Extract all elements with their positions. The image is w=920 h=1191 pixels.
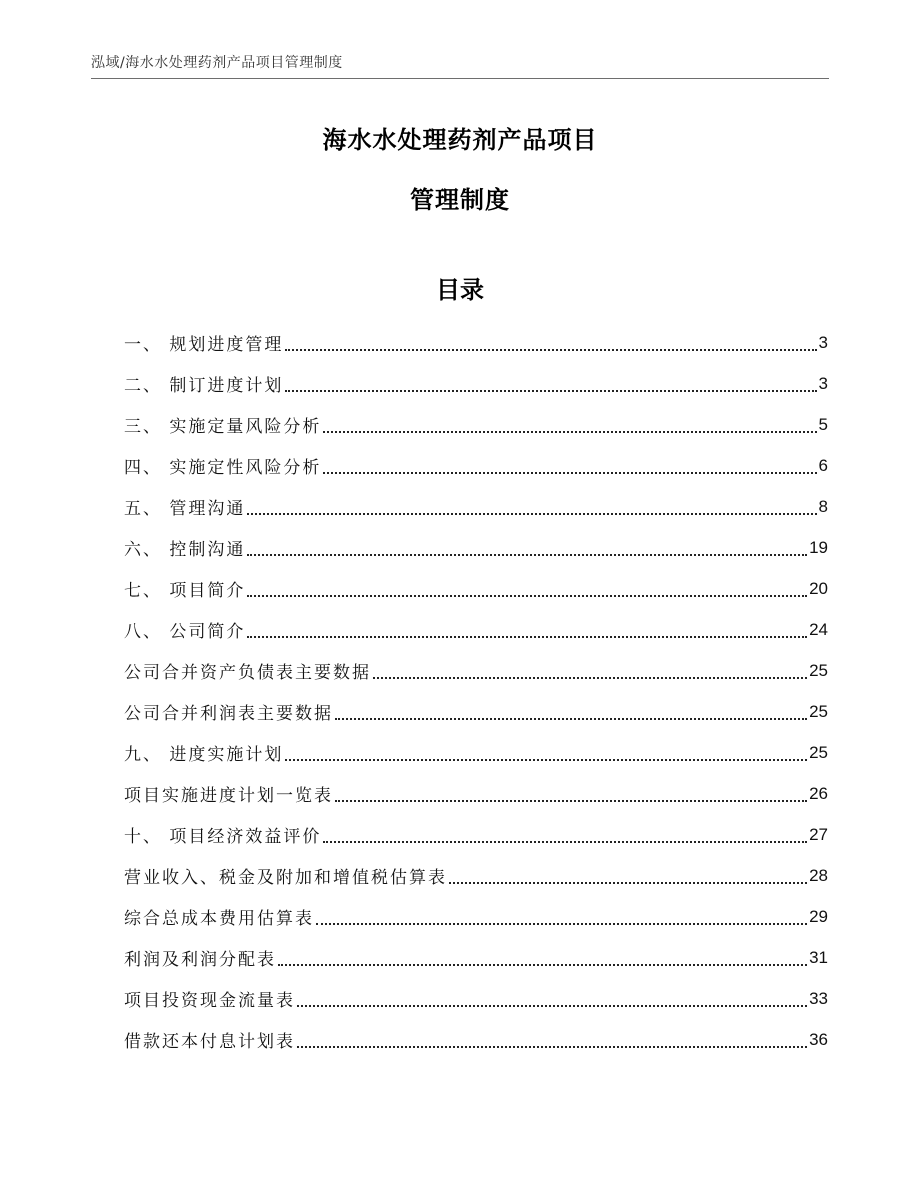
toc-entry[interactable] [124, 773, 828, 814]
toc-entry[interactable] [124, 363, 828, 404]
toc-entry-page: 25 [809, 742, 828, 762]
toc-entry-page: 24 [809, 619, 828, 639]
toc-entry[interactable] [124, 978, 828, 1019]
toc-leader-dots [373, 676, 807, 679]
toc-leader-dots [335, 717, 807, 720]
toc-entry-page: 20 [809, 578, 828, 598]
toc-entry-page: 3 [818, 332, 828, 352]
toc-entry-label: 营业收入、税金及附加和增值税估算表 [124, 868, 447, 888]
toc-entry-page: 28 [809, 865, 828, 885]
toc-entry-page: 8 [818, 496, 828, 516]
toc-entry[interactable] [124, 568, 828, 609]
page-header: 泓域/海水水处理药剂产品项目管理制度 [91, 52, 829, 79]
toc-entry[interactable] [124, 404, 828, 445]
toc-entry-label: 四、 实施定性风险分析 [124, 458, 322, 478]
toc-leader-dots [247, 553, 807, 556]
toc-entry-label: 五、 管理沟通 [124, 499, 246, 519]
toc-entry[interactable] [124, 609, 828, 650]
toc-leader-dots [247, 594, 807, 597]
toc-leader-dots [323, 471, 816, 474]
toc-entry-label: 二、 制订进度计划 [124, 376, 284, 396]
toc-entry-page: 26 [809, 783, 828, 803]
toc-entry-label: 公司合并资产负债表主要数据 [124, 663, 371, 683]
toc-entry[interactable] [124, 691, 828, 732]
toc-entry-page: 29 [809, 906, 828, 926]
toc-entry-label: 利润及利润分配表 [124, 950, 276, 970]
toc-entry-label: 七、 项目简介 [124, 581, 246, 601]
toc-leader-dots [285, 758, 807, 761]
toc-leader-dots [285, 348, 816, 351]
toc-entry[interactable] [124, 937, 828, 978]
toc-entry[interactable] [124, 732, 828, 773]
toc-entry-page: 19 [809, 537, 828, 557]
document-subtitle: 管理制度 [410, 186, 510, 214]
toc-entry-page: 3 [818, 373, 828, 393]
toc-leader-dots [316, 922, 807, 925]
toc-leader-dots [247, 512, 816, 515]
table-of-contents [124, 322, 828, 1060]
toc-entry-label: 八、 公司简介 [124, 622, 246, 642]
toc-heading: 目录 [436, 276, 484, 304]
toc-entry-label: 六、 控制沟通 [124, 540, 246, 560]
toc-entry-page: 25 [809, 660, 828, 680]
toc-entry[interactable] [124, 486, 828, 527]
toc-entry-page: 36 [809, 1029, 828, 1049]
toc-leader-dots [323, 840, 807, 843]
toc-entry-page: 33 [809, 988, 828, 1008]
toc-entry[interactable] [124, 855, 828, 896]
toc-entry[interactable] [124, 445, 828, 486]
toc-entry-label: 综合总成本费用估算表 [124, 909, 314, 929]
toc-leader-dots [449, 881, 807, 884]
toc-entry-label: 十、 项目经济效益评价 [124, 827, 322, 847]
toc-entry-page: 25 [809, 701, 828, 721]
toc-leader-dots [285, 389, 816, 392]
toc-entry[interactable] [124, 650, 828, 691]
toc-entry-label: 项目投资现金流量表 [124, 991, 295, 1011]
toc-entry[interactable] [124, 896, 828, 937]
toc-entry-page: 5 [818, 414, 828, 434]
toc-entry[interactable] [124, 1019, 828, 1060]
toc-entry-label: 三、 实施定量风险分析 [124, 417, 322, 437]
toc-entry-label: 一、 规划进度管理 [124, 335, 284, 355]
toc-leader-dots [278, 963, 807, 966]
toc-entry[interactable] [124, 322, 828, 363]
toc-leader-dots [247, 635, 807, 638]
toc-leader-dots [323, 430, 816, 433]
toc-leader-dots [297, 1004, 807, 1007]
toc-entry-page: 6 [818, 455, 828, 475]
toc-entry-page: 31 [809, 947, 828, 967]
toc-entry[interactable] [124, 527, 828, 568]
toc-entry-label: 借款还本付息计划表 [124, 1032, 295, 1052]
toc-entry-label: 公司合并利润表主要数据 [124, 704, 333, 724]
toc-leader-dots [297, 1045, 807, 1048]
toc-entry-label: 九、 进度实施计划 [124, 745, 284, 765]
toc-leader-dots [335, 799, 807, 802]
toc-entry-label: 项目实施进度计划一览表 [124, 786, 333, 806]
toc-entry[interactable] [124, 814, 828, 855]
toc-entry-page: 27 [809, 824, 828, 844]
document-title: 海水水处理药剂产品项目 [322, 126, 598, 154]
